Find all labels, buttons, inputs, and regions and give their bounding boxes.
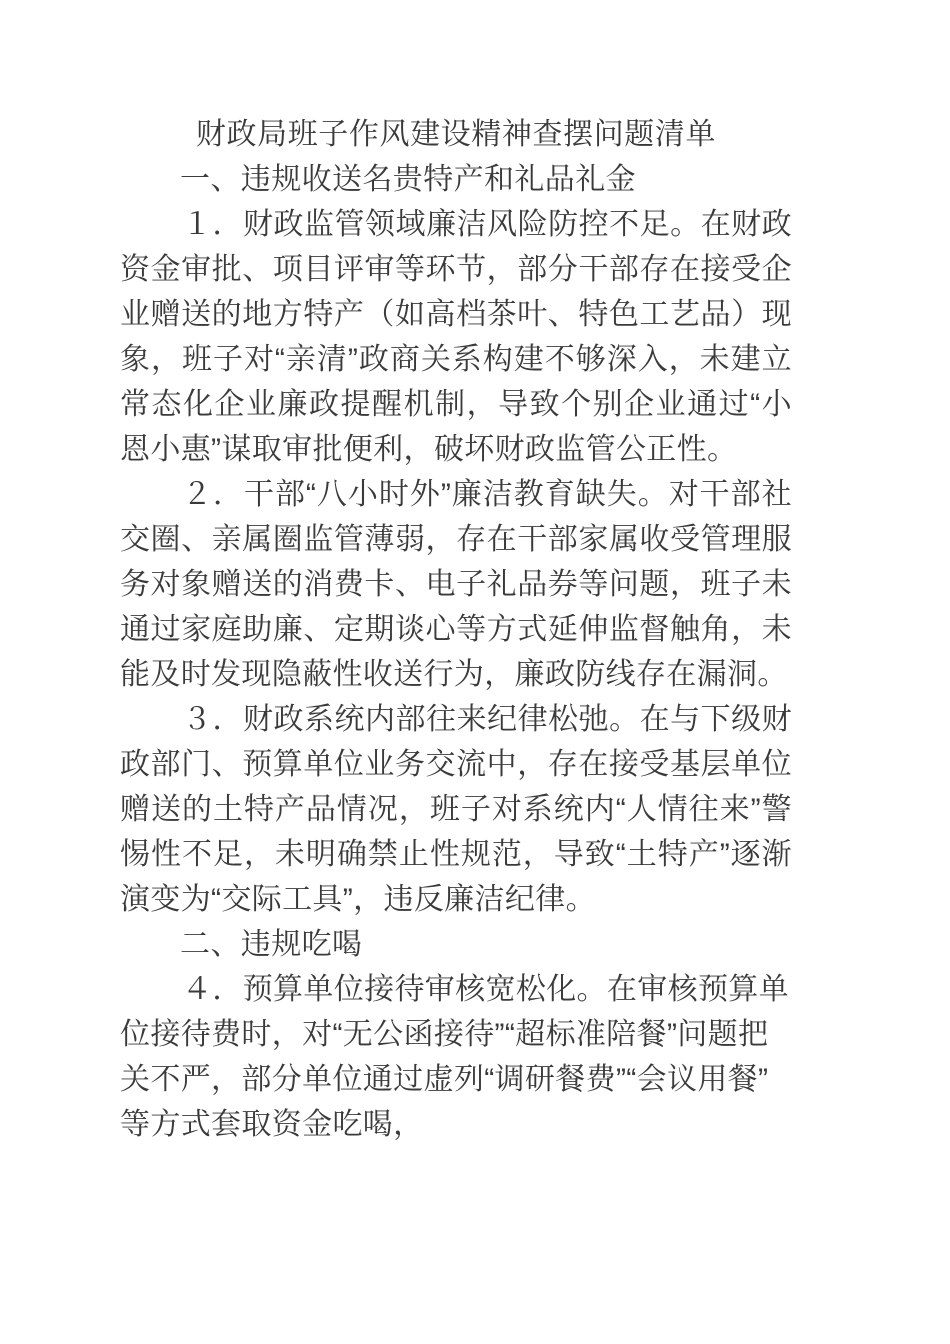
problem-item-3: ３．财政系统内部往来纪律松弛。在与下级财政部门、预算单位业务交流中，存在接受基层单位赠送的土特产品情况，班子对系统内“人情往来”警惕性不足，未明确禁止性规范，导致“土特产”逐渐演变为“交际工具”，违反廉洁纪律。 xyxy=(120,703,792,916)
problem-item-1: １．财政监管领域廉洁风险防控不足。在财政资金审批、项目评审等环节，部分干部存在接受企业赠送的地方特产（如高档茶叶、特色工艺品）现象，班子对“亲清”政商关系构建不够深入，未建立常态化企业廉政提醒机制，导致个别企业通过“小恩小惠”谋取审批便利，破坏财政监管公正性。 xyxy=(120,208,792,466)
section-heading-2: 二、违规吃喝 xyxy=(180,928,363,961)
problem-item-2: ２．干部“八小时外”廉洁教育缺失。对干部社交圈、亲属圈监管薄弱，存在干部家属收受管理服务对象赠送的消费卡、电子礼品券等问题，班子未通过家庭助廉、定期谈心等方式延伸监督触角，未能及时发现隐蔽性收送行为，廉政防线存在漏洞。 xyxy=(120,478,792,691)
document-body xyxy=(120,112,792,1147)
document-title: 财政局班子作风建设精神查摆问题清单 xyxy=(195,118,717,151)
section-heading-1: 一、违规收送名贵特产和礼品礼金 xyxy=(180,163,636,196)
problem-item-4: ４．预算单位接待审核宽松化。在审核预算单位接待费时，对“无公函接待”“超标准陪餐”问题把关不严，部分单位通过虚列“调研餐费”“会议用餐”等方式套取资金吃喝， xyxy=(120,973,789,1141)
